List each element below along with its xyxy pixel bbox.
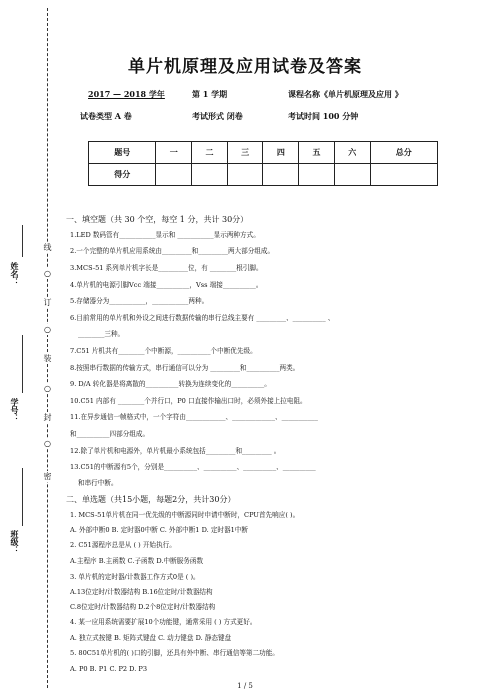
binding-char: ○ [42, 383, 53, 394]
score-header-cell: 一 [156, 142, 192, 164]
question-line: 1.LED 数码管有___________显示和 ___________显示两种方式。 [70, 231, 260, 239]
question-line: 13.C51的中断源有5个，分别是__________、__________、__________、__________ [70, 463, 316, 471]
question-line: 9. D/A 转化器是将离散的__________转换为连续变化的__________。 [70, 380, 271, 388]
question-option-line: A. 独立式按键 B. 矩阵式键盘 C. 动力键盘 D. 静态键盘 [70, 634, 232, 642]
score-cell[interactable] [370, 164, 437, 186]
exam-time: 考试时间 100 分钟 [288, 111, 359, 121]
question-line: 6.目前常用的单片机和外设之间进行数据传输的串行总线主要有 _________、__________ 、 [70, 314, 335, 322]
exam-form: 考试形式 闭卷 [192, 111, 243, 121]
binding-char: ○ [42, 438, 53, 449]
score-cell[interactable] [299, 164, 335, 186]
score-table [88, 141, 438, 186]
course-name: 课程名称《单片机原理及应用 》 [288, 89, 403, 99]
score-cell[interactable] [227, 164, 263, 186]
question-line: 2. C51源程序总是从 ( ) 开始执行。 [70, 541, 176, 549]
question-line: ________三种。 [78, 330, 125, 338]
question-line: 4. 某一应用系统需要扩展10个功能键，通常采用 ( ) 方式更好。 [70, 618, 257, 626]
student-id-field[interactable] [22, 335, 23, 393]
score-header-cell: 四 [263, 142, 299, 164]
score-row-label: 得分 [89, 164, 156, 186]
term: 第 1 学期 [192, 89, 228, 99]
binding-char: 线 [43, 243, 52, 252]
score-header-cell: 六 [334, 142, 370, 164]
score-cell[interactable] [263, 164, 299, 186]
score-header-cell: 题号 [89, 142, 156, 164]
question-line: 10.C51 内部有 ________个并行口，P0 口直接作输出口时，必须外接上拉电阻。 [70, 397, 307, 405]
class-field[interactable] [22, 468, 23, 526]
question-line: 3. 单片机的定时器/计数器工作方式0是 ( )。 [70, 573, 200, 581]
academic-year: 2017 — 2018 学年 [88, 89, 165, 99]
binding-char: 封 [43, 413, 52, 422]
binding-char: 装 [43, 354, 52, 363]
section1-heading: 一、填空题（共 30 个空，每空 1 分，共计 30分） [66, 215, 249, 224]
name-label: 姓名： [10, 262, 20, 286]
score-cell[interactable] [192, 164, 228, 186]
question-line: 和__________四部分组成。 [70, 430, 150, 438]
paper-type: 试卷类型 A 卷 [80, 111, 132, 121]
class-label: 班级： [10, 530, 20, 554]
binding-char: 密 [43, 472, 52, 481]
question-option-line: A. P0 B. P1 C. P2 D. P3 [70, 665, 148, 673]
question-line: 5. 80C51单片机的( )口的引脚，还具有外中断、串行通信等第二功能。 [70, 649, 279, 657]
question-line: 5.存储器分为___________，___________两种。 [70, 297, 209, 305]
question-line: 8.按照串行数据的传输方式，串行通信可以分为 _________和__________两类。 [70, 364, 300, 372]
score-cell[interactable] [156, 164, 192, 186]
score-header-cell: 三 [227, 142, 263, 164]
question-line: 12.除了单片机和电源外，单片机最小系统包括_________和_________ 。 [70, 447, 281, 455]
question-option-line: A.13位定时/计数器结构 B.16位定时/计数器结构 [70, 588, 213, 596]
question-option-line: A.主程序 B.主函数 C.子函数 D.中断服务函数 [70, 557, 204, 565]
question-line: 7.C51 片机共有________个中断源，__________个中断优先级。 [70, 347, 257, 355]
section2-heading: 二、单选题（共15小题，每题2分，共计30分） [66, 495, 236, 504]
page-number: 1 / 5 [237, 682, 253, 690]
binding-margin [0, 0, 60, 697]
binding-char: ○ [42, 324, 53, 335]
score-table-score-row [89, 164, 438, 186]
binding-dashed-line [47, 8, 48, 688]
score-header-cell: 五 [299, 142, 335, 164]
question-line: 2.一个完整的单片机应用系统由_________和_________两大部分组成。 [70, 247, 275, 255]
question-line: 11.在异步通信一帧格式中，一个字符由____________、_____________、___________ [70, 413, 318, 421]
question-line: 和串行中断。 [78, 479, 118, 487]
question-line: 3.MCS-51 系列单片机字长是_________位，有 ________根引脚。 [70, 264, 263, 272]
exam-title: 单片机原理及应用试卷及答案 [128, 57, 362, 77]
question-line: 4.单片机的电源引脚Vcc 端接__________，Vss 端接__________。 [70, 281, 263, 289]
score-cell[interactable] [334, 164, 370, 186]
question-option-line: A. 外部中断0 B. 定时器0中断 C. 外部中断1 D. 定时器1中断 [70, 526, 248, 534]
binding-char: ○ [42, 268, 53, 279]
score-header-cell: 二 [192, 142, 228, 164]
name-field[interactable] [22, 225, 23, 257]
binding-char: 订 [43, 298, 52, 307]
score-table-header-row [89, 142, 438, 164]
student-id-label: 学号： [10, 398, 20, 422]
score-header-cell: 总分 [370, 142, 437, 164]
question-line: 1. MCS-51单片机在同一优先级的中断源同时申请中断时，CPU首先响应( )。 [70, 511, 300, 519]
question-option-line: C.8位定时/计数器结构 D.2个8位定时/计数器结构 [70, 603, 216, 611]
